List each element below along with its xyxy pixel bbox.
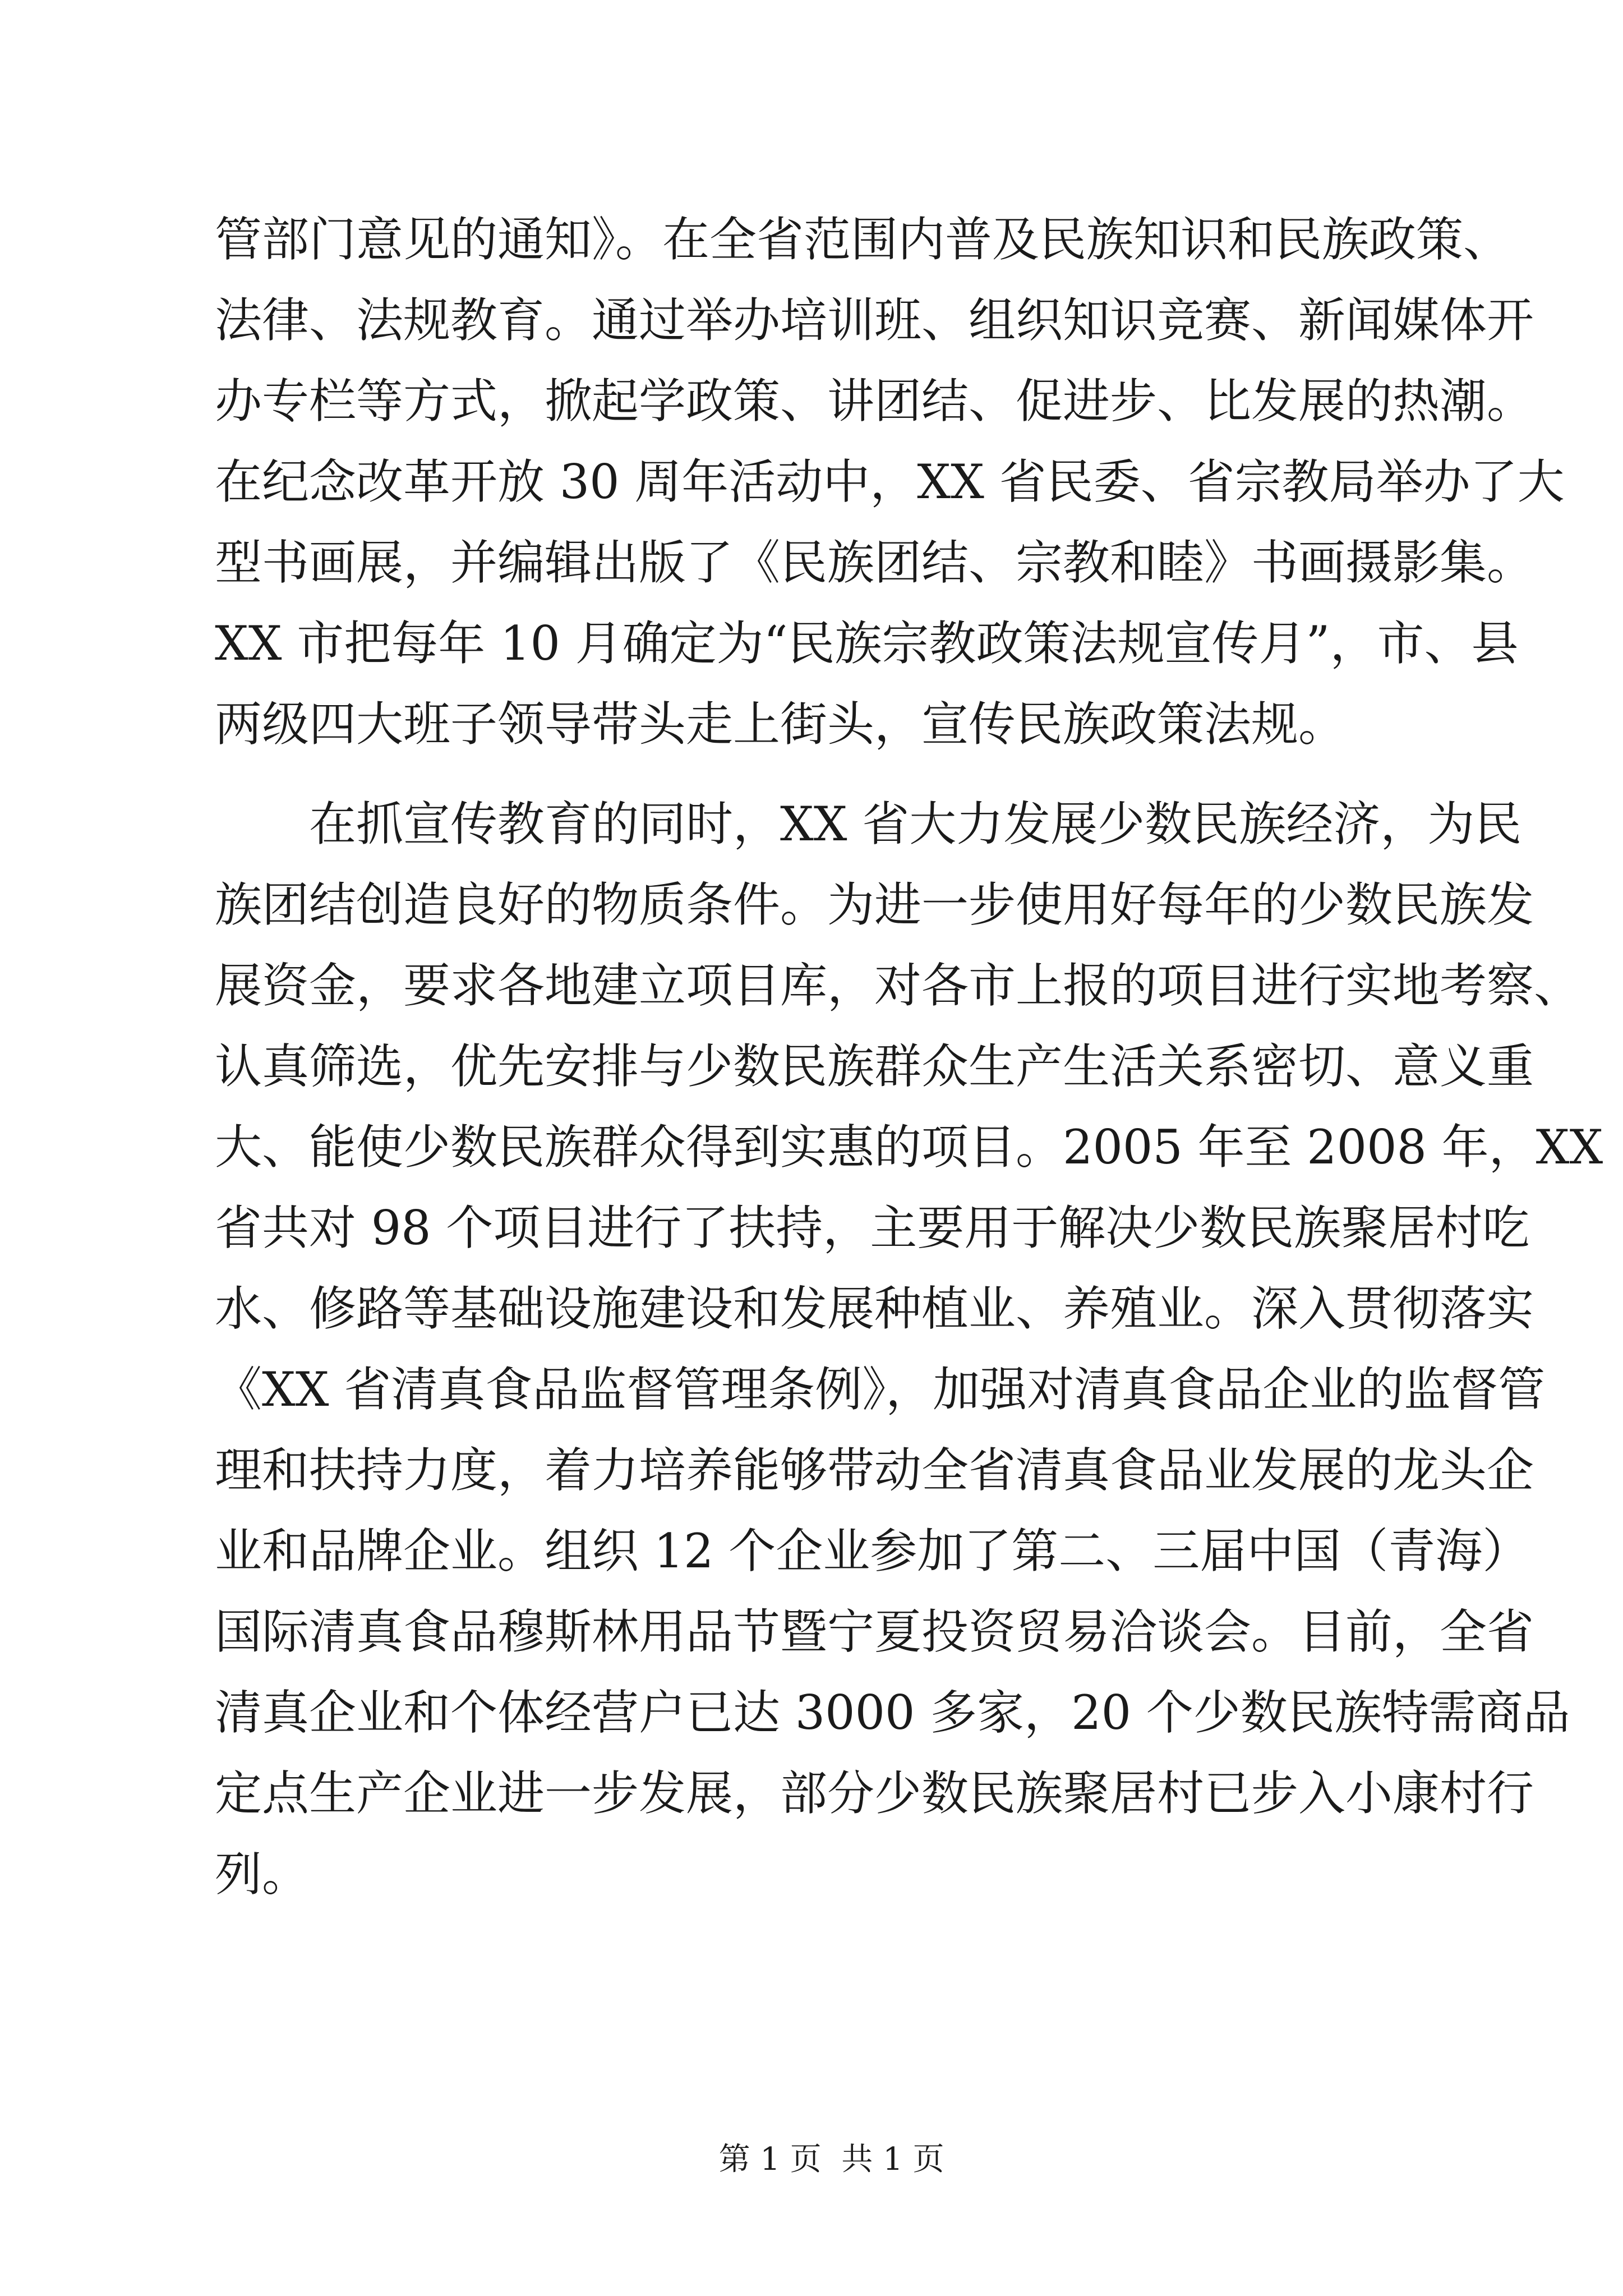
paragraph-line: 理和扶持力度，着力培养能够带动全省清真食品业发展的龙头企 [215, 1443, 1534, 1498]
paragraph-line: 在纪念改革开放 30 周年活动中，XX 省民委、省宗教局举办了大 [215, 454, 1565, 509]
paragraph-line: 在抓宣传教育的同时，XX 省大力发展少数民族经济，为民 [309, 797, 1522, 852]
paragraph-line: 国际清真食品穆斯林用品节暨宁夏投资贸易洽谈会。目前，全省 [215, 1604, 1534, 1659]
paragraph-line: 业和品牌企业。组织 12 个企业参加了第二、三届中国（青海） [215, 1524, 1530, 1579]
paragraph-line: 大、能使少数民族群众得到实惠的项目。2005 年至 2008 年，XX [215, 1120, 1603, 1175]
page-number-label: 第 1 页 共 1 页 [718, 2141, 944, 2178]
body-text [215, 199, 1603, 1915]
page-footer [0, 2098, 1623, 2216]
paragraph-line: 型书画展，并编辑出版了《民族团结、宗教和睦》书画摄影集。 [215, 535, 1534, 590]
paragraph-line: 定点生产企业进一步发展，部分少数民族聚居村已步入小康村行 [215, 1766, 1534, 1821]
paragraph-line: 两级四大班子领导带头走上街头，宣传民族政策法规。 [215, 697, 1346, 752]
paragraph-line: 认真筛选，优先安排与少数民族群众生产生活关系密切、意义重 [215, 1039, 1534, 1094]
paragraph-line: 水、修路等基础设施建设和发展种植业、养殖业。深入贯彻落实 [215, 1281, 1534, 1336]
paragraph-line: 展资金，要求各地建立项目库，对各市上报的项目进行实地考察、 [215, 958, 1581, 1013]
paragraph-line: 族团结创造良好的物质条件。为进一步使用好每年的少数民族发 [215, 877, 1534, 932]
paragraph-line: 清真企业和个体经营户已达 3000 多家，20 个少数民族特需商品 [215, 1685, 1570, 1740]
paragraph-line: 管部门意见的通知》。在全省范围内普及民族知识和民族政策、 [215, 212, 1511, 267]
paragraph-line: XX 市把每年 10 月确定为“民族宗教政策法规宣传月”，市、县 [215, 616, 1519, 671]
paragraph-line: 法律、法规教育。通过举办培训班、组织知识竞赛、新闻媒体开 [215, 293, 1534, 348]
paragraph-line: 办专栏等方式，掀起学政策、讲团结、促进步、比发展的热潮。 [215, 374, 1534, 429]
paragraph-gap [215, 765, 1421, 784]
paragraph-line: 省共对 98 个项目进行了扶持，主要用于解决少数民族聚居村吃 [215, 1200, 1530, 1255]
paragraph-line: 列。 [215, 1847, 310, 1902]
paragraph-line: 《XX 省清真食品监督管理条例》，加强对清真食品企业的监督管 [215, 1362, 1546, 1417]
